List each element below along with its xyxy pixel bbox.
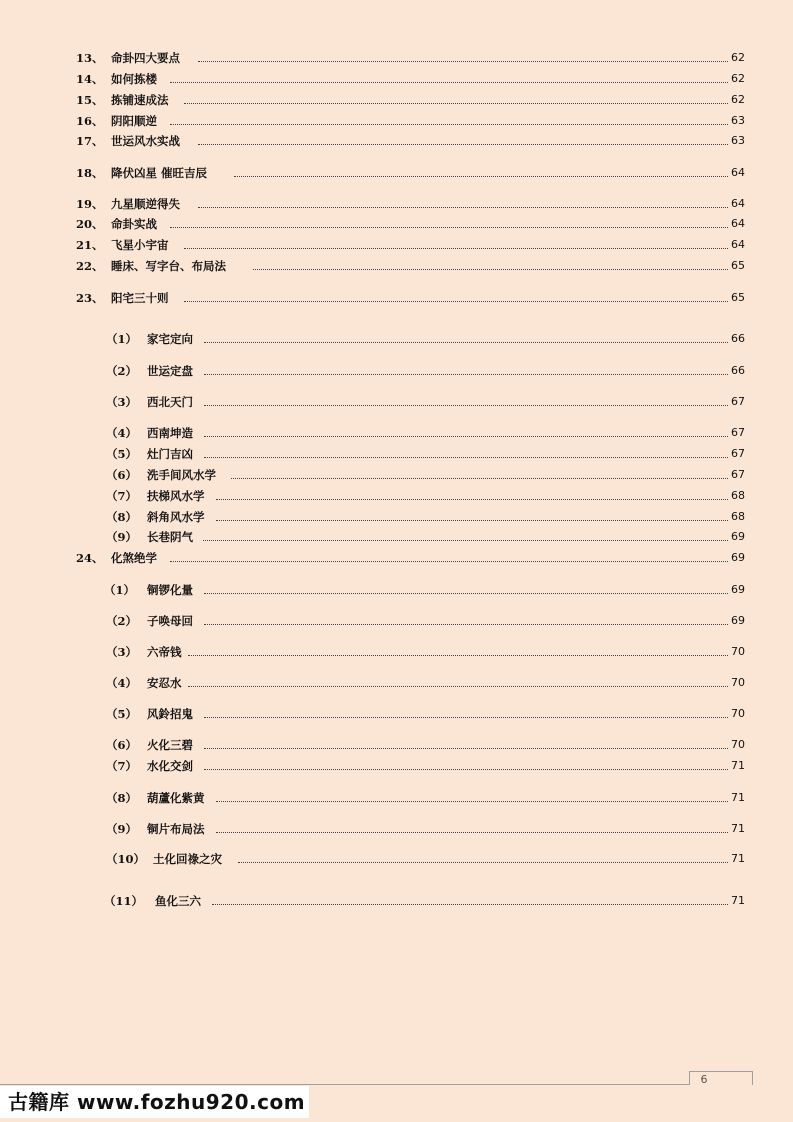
entry-number: 20、 [76,217,104,231]
entry-number: （7） [106,489,138,503]
entry-page-number: 64 [731,238,745,251]
entry-number: 18、 [76,166,104,180]
entry-title: 鱼化三六 [155,894,201,908]
dot-leader [204,374,728,375]
entry-title: 世运风水实战 [111,134,180,148]
toc-entry[interactable] [0,133,793,149]
entry-title: 铜片布局法 [147,822,205,836]
dot-leader [204,769,728,770]
entry-number: （5） [106,447,138,461]
entry-number: 17、 [76,134,104,148]
entry-title: 命卦四大要点 [111,51,180,65]
toc-entry[interactable] [0,394,793,410]
entry-title: 阴阳顺逆 [111,114,157,128]
entry-page-number: 70 [731,676,745,689]
entry-title: 飞星小宇宙 [111,238,169,252]
entry-title: 葫蘆化紫黄 [147,791,205,805]
page-number: 6 [700,1073,708,1086]
entry-title: 灶门吉凶 [147,447,193,461]
dot-leader [184,103,728,104]
entry-page-number: 65 [731,259,745,272]
dot-leader [231,478,728,479]
entry-page-number: 71 [731,852,745,865]
entry-title: 命卦实战 [111,217,157,231]
entry-page-number: 71 [731,759,745,772]
toc-entry[interactable] [0,790,793,806]
entry-page-number: 65 [731,291,745,304]
entry-title: 水化交剑 [147,759,193,773]
entry-number: （6） [106,468,138,482]
footer-rule [0,1084,690,1085]
entry-number: （2） [106,364,138,378]
dot-leader [170,227,728,228]
entry-number: 15、 [76,93,104,107]
entry-page-number: 63 [731,134,745,147]
entry-number: （10） [106,852,146,866]
entry-page-number: 70 [731,645,745,658]
toc-entry[interactable] [0,758,793,774]
entry-page-number: 71 [731,791,745,804]
entry-title: 拣铺速成法 [111,93,169,107]
entry-number: （2） [106,614,138,628]
toc-entry[interactable] [0,216,793,232]
toc-entry[interactable] [0,737,793,753]
entry-title: 西北天门 [147,395,193,409]
entry-page-number: 69 [731,530,745,543]
toc-entry[interactable] [0,529,793,545]
entry-page-number: 64 [731,217,745,230]
dot-leader [234,176,728,177]
toc-entry[interactable] [0,50,793,66]
dot-leader [198,61,728,62]
entry-title: 斜角风水学 [147,510,205,524]
entry-title: 铜锣化量 [147,583,193,597]
entry-number: 22、 [76,259,104,273]
entry-title: 六帝钱 [147,645,182,659]
entry-page-number: 62 [731,51,745,64]
entry-number: （3） [106,645,138,659]
dot-leader [170,82,728,83]
dot-leader [188,655,728,656]
entry-page-number: 64 [731,197,745,210]
entry-page-number: 67 [731,426,745,439]
toc-entry[interactable] [0,509,793,525]
entry-number: （1） [104,583,136,597]
toc-entry[interactable] [0,582,793,598]
dot-leader [204,342,728,343]
dot-leader [212,904,728,905]
dot-leader [204,457,728,458]
entry-number: （11） [104,894,144,908]
entry-number: （9） [106,822,138,836]
dot-leader [238,862,728,863]
entry-number: （9） [106,530,138,544]
toc-entry[interactable] [0,92,793,108]
entry-page-number: 70 [731,707,745,720]
entry-page-number: 69 [731,583,745,596]
toc-entry[interactable] [0,196,793,212]
toc-entry[interactable] [0,821,793,837]
entry-title: 九星顺逆得失 [111,197,180,211]
entry-number: （8） [106,510,138,524]
toc-entry[interactable] [0,237,793,253]
toc-entry[interactable] [0,550,793,566]
entry-page-number: 66 [731,364,745,377]
entry-title: 西南坤造 [147,426,193,440]
entry-title: 风鈴招鬼 [147,707,193,721]
dot-leader [204,624,728,625]
entry-title: 扶梯风水学 [147,489,205,503]
toc-entry[interactable] [0,467,793,483]
entry-title: 子唤母回 [147,614,193,628]
entry-number: （6） [106,738,138,752]
entry-number: （4） [106,676,138,690]
entry-title: 睡床、写字台、布局法 [111,259,226,273]
dot-leader [253,269,728,270]
toc-entry[interactable] [0,893,793,909]
entry-page-number: 67 [731,447,745,460]
toc-entry[interactable] [0,446,793,462]
entry-number: 16、 [76,114,104,128]
entry-title: 如何拣楼 [111,72,157,86]
dot-leader [216,801,728,802]
dot-leader [198,207,728,208]
dot-leader [170,561,728,562]
entry-number: 21、 [76,238,104,252]
entry-number: （5） [106,707,138,721]
entry-page-number: 67 [731,468,745,481]
toc-entry[interactable] [0,113,793,129]
toc-entry[interactable] [0,425,793,441]
entry-page-number: 71 [731,894,745,907]
dot-leader [204,593,728,594]
toc-entry[interactable] [0,675,793,691]
entry-number: （1） [106,332,138,346]
toc-entry[interactable] [0,851,793,867]
entry-number: 19、 [76,197,104,211]
dot-leader [204,717,728,718]
entry-title: 土化回祿之灾 [153,852,222,866]
entry-page-number: 66 [731,332,745,345]
site-watermark: 古籍库 www.fozhu920.com [0,1086,309,1118]
toc-entry[interactable] [0,71,793,87]
dot-leader [170,124,728,125]
toc-entry[interactable] [0,290,793,306]
entry-number: 23、 [76,291,104,305]
dot-leader [184,248,728,249]
toc-entry[interactable] [0,706,793,722]
toc-entry[interactable] [0,363,793,379]
dot-leader [188,686,728,687]
entry-title: 阳宅三十则 [111,291,169,305]
entry-number: （8） [106,791,138,805]
entry-page-number: 69 [731,614,745,627]
entry-title: 世运定盘 [147,364,193,378]
entry-page-number: 63 [731,114,745,127]
entry-page-number: 67 [731,395,745,408]
dot-leader [204,748,728,749]
entry-title: 降伏凶星 催旺吉辰 [111,166,208,180]
dot-leader [198,144,728,145]
toc-entry[interactable] [0,644,793,660]
dot-leader [216,520,728,521]
entry-number: 14、 [76,72,104,86]
entry-title: 长巷阴气 [147,530,193,544]
dot-leader [204,436,728,437]
entry-page-number: 71 [731,822,745,835]
dot-leader [216,499,728,500]
entry-title: 洗手间风水学 [147,468,216,482]
dot-leader [216,832,728,833]
entry-page-number: 68 [731,489,745,502]
entry-title: 安忍水 [147,676,182,690]
entry-title: 火化三碧 [147,738,193,752]
entry-title: 化煞绝学 [111,551,157,565]
dot-leader [204,405,728,406]
entry-title: 家宅定向 [147,332,193,346]
toc-entry[interactable] [0,331,793,347]
entry-number: （4） [106,426,138,440]
entry-number: 13、 [76,51,104,65]
toc-entry[interactable] [0,165,793,181]
entry-page-number: 64 [731,166,745,179]
entry-page-number: 62 [731,72,745,85]
entry-page-number: 62 [731,93,745,106]
entry-number: （3） [106,395,138,409]
toc-entry[interactable] [0,258,793,274]
dot-leader [184,301,728,302]
toc-entry[interactable] [0,488,793,504]
entry-page-number: 70 [731,738,745,751]
entry-page-number: 68 [731,510,745,523]
entry-number: 24、 [76,551,104,565]
entry-number: （7） [106,759,138,773]
dot-leader [203,540,728,541]
entry-page-number: 69 [731,551,745,564]
toc-entry[interactable] [0,613,793,629]
